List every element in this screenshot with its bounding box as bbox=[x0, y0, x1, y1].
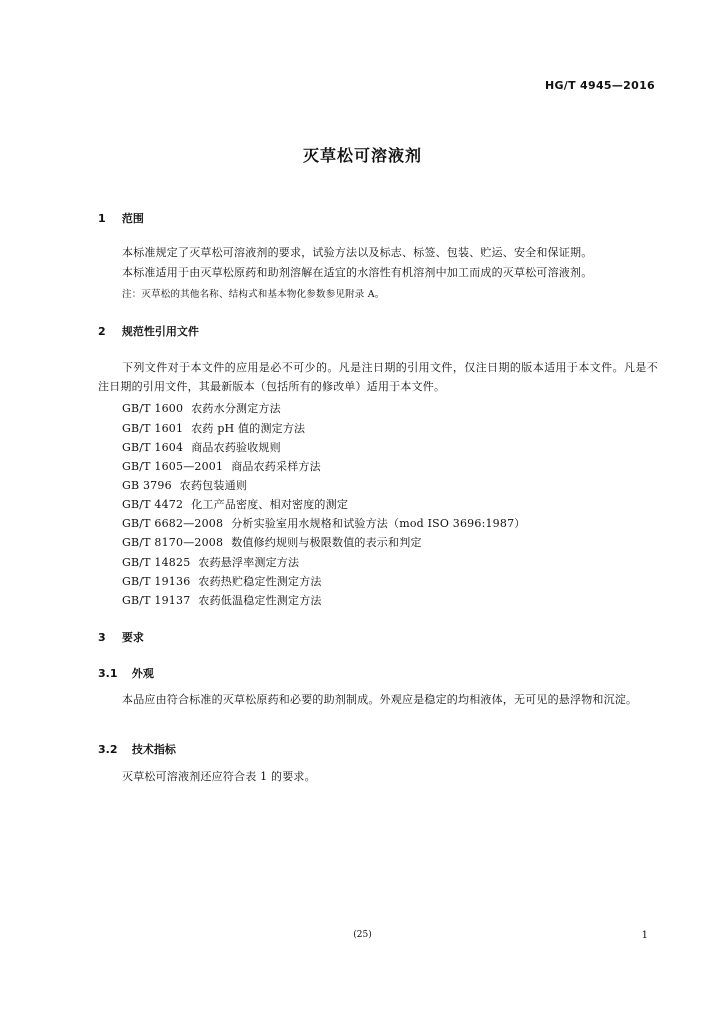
reference-name: 农药包装通则 bbox=[179, 479, 247, 492]
reference-name: 商品农药验收规则 bbox=[191, 441, 281, 454]
reference-name: 数值修约规则与极限数值的表示和判定 bbox=[231, 536, 422, 549]
reference-code: GB 3796 bbox=[122, 479, 172, 492]
reference-name: 农药低温稳定性测定方法 bbox=[198, 594, 322, 607]
section-title: 要求 bbox=[121, 631, 144, 644]
reference-item bbox=[122, 573, 322, 589]
reference-code: GB/T 1601 bbox=[122, 422, 184, 435]
reference-item bbox=[122, 515, 525, 531]
reference-code: GB/T 8170—2008 bbox=[122, 536, 224, 549]
reference-name: 商品农药采样方法 bbox=[231, 460, 321, 473]
page-marker: (25) bbox=[353, 930, 372, 940]
section-1-heading bbox=[98, 210, 144, 226]
section-number: 3 bbox=[98, 631, 106, 644]
reference-item bbox=[122, 400, 281, 416]
technical-indicators-paragraph: 灭草松可溶液剂还应符合表 1 的要求。 bbox=[122, 770, 316, 783]
section-3-1-heading bbox=[98, 665, 154, 681]
section-title: 外观 bbox=[131, 667, 154, 680]
reference-name: 农药水分测定方法 bbox=[191, 402, 281, 415]
reference-name: 化工产品密度、相对密度的测定 bbox=[191, 498, 349, 511]
reference-code: GB/T 1605—2001 bbox=[122, 460, 224, 473]
reference-name: 农药热贮稳定性测定方法 bbox=[198, 575, 322, 588]
reference-code: GB/T 4472 bbox=[122, 498, 184, 511]
reference-code: GB/T 1604 bbox=[122, 441, 184, 454]
page-number: 1 bbox=[641, 930, 648, 941]
section-number: 2 bbox=[98, 325, 106, 338]
reference-name: 农药 pH 值的测定方法 bbox=[191, 422, 306, 435]
section-2-heading bbox=[98, 323, 199, 339]
scope-note: 注：灭草松的其他名称、结构式和基本物化参数参见附录 A。 bbox=[122, 289, 385, 300]
references-intro: 下列文件对于本文件的应用是必不可少的。凡是注日期的引用文件，仅注日期的版本适用于本文件。凡是不注日期的引用文件，其最新版本（包括所有的修改单）适用于本文件。 bbox=[98, 361, 658, 393]
standard-code: HG/T 4945—2016 bbox=[544, 79, 655, 92]
section-3-heading bbox=[98, 629, 144, 645]
reference-item bbox=[122, 554, 299, 570]
reference-item bbox=[122, 458, 321, 474]
reference-item bbox=[122, 534, 422, 550]
reference-item bbox=[122, 496, 348, 512]
document-title: 灭草松可溶液剂 bbox=[302, 146, 422, 165]
section-number: 3.1 bbox=[98, 667, 118, 680]
section-title: 范围 bbox=[121, 212, 144, 225]
section-title: 技术指标 bbox=[131, 743, 176, 756]
section-3-2-heading bbox=[98, 741, 176, 757]
reference-name: 农药悬浮率测定方法 bbox=[198, 556, 300, 569]
scope-paragraph-1: 本标准规定了灭草松可溶液剂的要求，试验方法以及标志、标签、包装、贮运、安全和保证期。 bbox=[122, 246, 593, 259]
reference-code: GB/T 1600 bbox=[122, 402, 184, 415]
section-number: 3.2 bbox=[98, 743, 118, 756]
reference-item bbox=[122, 439, 281, 455]
section-title: 规范性引用文件 bbox=[121, 325, 199, 338]
scope-paragraph-2: 本标准适用于由灭草松原药和助剂溶解在适宜的水溶性有机溶剂中加工而成的灭草松可溶液剂。 bbox=[122, 266, 593, 279]
section-number: 1 bbox=[98, 212, 106, 225]
reference-code: GB/T 19136 bbox=[122, 575, 191, 588]
reference-name: 分析实验室用水规格和试验方法（mod ISO 3696:1987） bbox=[231, 517, 526, 530]
reference-item bbox=[122, 420, 305, 436]
reference-item bbox=[122, 592, 322, 608]
reference-code: GB/T 14825 bbox=[122, 556, 191, 569]
reference-code: GB/T 6682—2008 bbox=[122, 517, 224, 530]
reference-code: GB/T 19137 bbox=[122, 594, 191, 607]
reference-item bbox=[122, 477, 247, 493]
appearance-paragraph: 本品应由符合标准的灭草松原药和必要的助剂制成。外观应是稳定的均相液体，无可见的悬浮物和沉淀。 bbox=[122, 693, 638, 706]
